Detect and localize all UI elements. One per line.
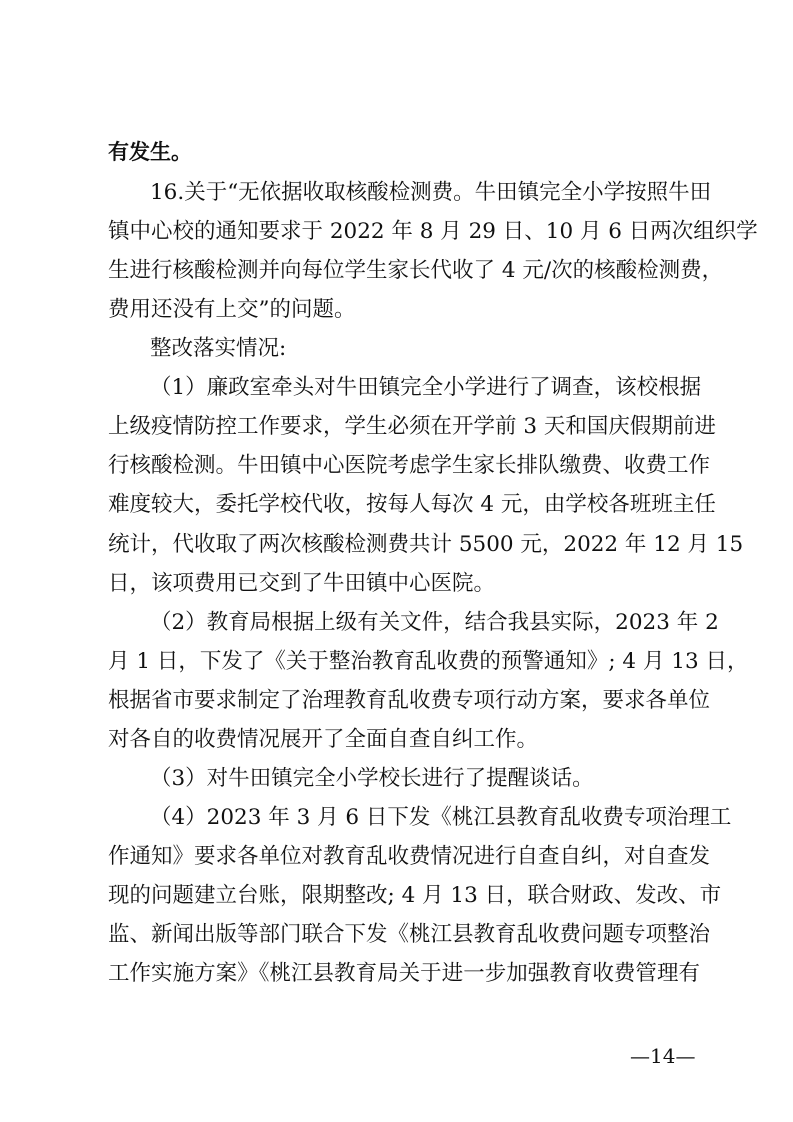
paragraph-line: （2）教育局根据上级有关文件，结合我县实际，2023 年 2: [150, 610, 719, 635]
paragraph-line: 生进行核酸检测并向每位学生家长代收了 4 元/次的核酸检测费，: [108, 258, 724, 283]
paragraph-line: 根据省市要求制定了治理教育乱收费专项行动方案，要求各单位: [108, 688, 711, 713]
paragraph-line: 有发生。: [108, 140, 192, 164]
paragraph-line: （3）对牛田镇完全小学校长进行了提醒谈话。: [150, 766, 594, 791]
paragraph-line: （4）2023 年 3 月 6 日下发《桃江县教育乱收费专项治理工: [150, 805, 732, 830]
section-heading: 整改落实情况:: [150, 336, 287, 361]
paragraph-line: 对各自的收费情况展开了全面自查自纠工作。: [108, 727, 539, 752]
paragraph-line: 月 1 日，下发了《关于整治教育乱收费的预警通知》; 4 月 13 日，: [108, 649, 749, 674]
paragraph-line: 16.关于“无依据收取核酸检测费。牛田镇完全小学按照牛田: [150, 180, 712, 205]
paragraph-line: （1）廉政室牵头对牛田镇完全小学进行了调查，该校根据: [150, 375, 702, 400]
paragraph-line: 行核酸检测。牛田镇中心医院考虑学生家长排队缴费、收费工作: [108, 453, 711, 478]
paragraph-line: 费用还没有上交”的问题。: [108, 297, 356, 322]
paragraph-line: 日，该项费用已交到了牛田镇中心医院。: [108, 571, 496, 596]
paragraph-line: 统计，代收取了两次核酸检测费共计 5500 元，2022 年 12 月 15: [108, 532, 744, 557]
paragraph-line: 监、新闻出版等部门联合下发《桃江县教育乱收费问题专项整治: [108, 922, 711, 947]
paragraph-line: 现的问题建立台账，限期整改; 4 月 13 日，联合财政、发改、市: [108, 883, 722, 908]
page-number: —14—: [630, 1044, 696, 1068]
paragraph-line: 镇中心校的通知要求于 2022 年 8 月 29 日、10 月 6 日两次组织学: [108, 219, 758, 244]
paragraph-line: 作通知》要求各单位对教育乱收费情况进行自查自纠，对自查发: [108, 844, 711, 869]
paragraph-line: 上级疫情防控工作要求，学生必须在开学前 3 天和国庆假期前进: [108, 414, 716, 439]
paragraph-line: 工作实施方案》《桃江县教育局关于进一步加强教育收费管理有: [108, 961, 700, 986]
paragraph-line: 难度较大，委托学校代收，按每人每次 4 元，由学校各班班主任: [108, 492, 716, 517]
